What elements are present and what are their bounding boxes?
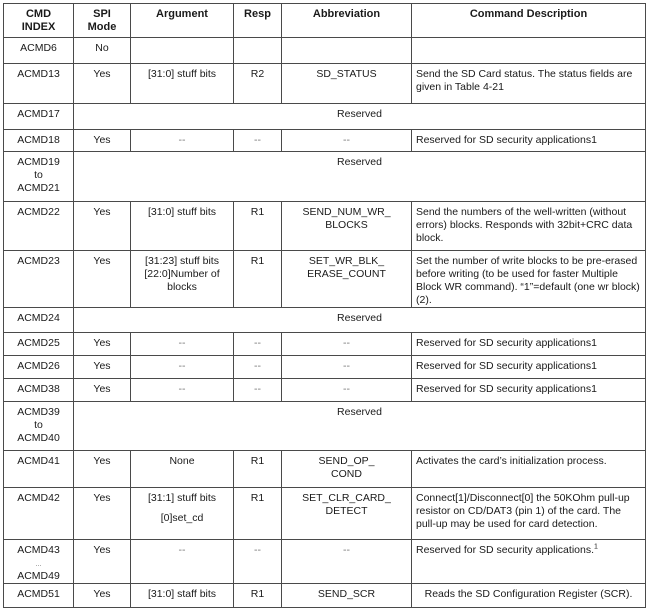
cmd-index: ACMD51 <box>4 584 74 608</box>
table-row <box>4 152 646 202</box>
argument: [31:0] stuff bits <box>131 64 234 104</box>
cmd-index-to: to <box>34 419 43 431</box>
header-abbreviation: Abbreviation <box>282 4 412 38</box>
spi-mode: Yes <box>74 584 131 608</box>
abbreviation: SD_STATUS <box>282 64 412 104</box>
abbreviation <box>282 38 412 64</box>
table-row <box>4 308 646 333</box>
header-argument: Argument <box>131 4 234 38</box>
resp: -- <box>234 130 282 152</box>
spi-mode: Yes <box>74 540 131 584</box>
spi-mode: Yes <box>74 356 131 379</box>
resp: R1 <box>234 584 282 608</box>
abbreviation-line1: SET_WR_BLK_ <box>308 255 385 267</box>
reserved-label: Reserved <box>74 152 646 202</box>
table-row <box>4 451 646 488</box>
table-row <box>4 333 646 356</box>
header-cmd-line1: CMD <box>25 8 52 20</box>
cmd-index-start: ACMD39 <box>17 406 60 418</box>
table-row <box>4 64 646 104</box>
resp: R1 <box>234 488 282 540</box>
spi-mode: Yes <box>74 379 131 402</box>
spi-mode: Yes <box>74 251 131 308</box>
cmd-index: ACMD18 <box>4 130 74 152</box>
description: Reserved for SD security applications1 <box>412 333 646 356</box>
spi-mode: Yes <box>74 202 131 251</box>
argument-line1: [31:23] stuff bits <box>145 255 219 267</box>
argument <box>131 38 234 64</box>
resp <box>234 38 282 64</box>
spi-mode: No <box>74 38 131 64</box>
argument: -- <box>131 356 234 379</box>
reserved-label: Reserved <box>74 308 646 333</box>
reserved-label: Reserved <box>74 104 646 130</box>
cmd-index-to: to <box>34 169 43 181</box>
table-row <box>4 379 646 402</box>
header-command-description: Command Description <box>412 4 646 38</box>
resp: R1 <box>234 451 282 488</box>
description: Send the numbers of the well-written (without errors) blocks. Responds with 32bit+CRC data block. <box>412 202 646 251</box>
resp: -- <box>234 333 282 356</box>
abbreviation <box>282 451 412 488</box>
table-row <box>4 38 646 64</box>
resp: R2 <box>234 64 282 104</box>
argument: [31:0] stuff bits <box>131 202 234 251</box>
description: Set the number of write blocks to be pre-erased before writing (to be used for faster Multiple Block WR command). “1”=default (one wr block)(2). <box>412 251 646 308</box>
table-row <box>4 488 646 540</box>
argument: -- <box>131 130 234 152</box>
argument: None <box>131 451 234 488</box>
cmd-index <box>4 540 74 584</box>
table-row <box>4 584 646 608</box>
argument <box>131 488 234 540</box>
argument: -- <box>131 379 234 402</box>
abbreviation-line2: ERASE_COUNT <box>307 268 386 280</box>
spi-mode: Yes <box>74 333 131 356</box>
table-row <box>4 540 646 584</box>
argument <box>131 251 234 308</box>
argument: -- <box>131 333 234 356</box>
cmd-index: ACMD38 <box>4 379 74 402</box>
abbreviation <box>282 251 412 308</box>
abbreviation-line2: COND <box>331 468 362 480</box>
header-resp: Resp <box>234 4 282 38</box>
resp: -- <box>234 356 282 379</box>
abbreviation: -- <box>282 356 412 379</box>
abbreviation-line1: SEND_OP_ <box>318 455 375 467</box>
description <box>412 540 646 584</box>
description: Activates the card’s initialization process. <box>412 451 646 488</box>
cmd-index-end: ACMD40 <box>17 432 60 444</box>
reserved-label: Reserved <box>74 402 646 451</box>
description: Send the SD Card status. The status fields are given in Table 4-21 <box>412 64 646 104</box>
description: Reserved for SD security applications1 <box>412 356 646 379</box>
resp: -- <box>234 379 282 402</box>
description: Reserved for SD security applications1 <box>412 130 646 152</box>
description-text: Reserved for SD security applications. <box>416 544 594 556</box>
table-row <box>4 402 646 451</box>
table-row <box>4 251 646 308</box>
cmd-index: ACMD24 <box>4 308 74 333</box>
spi-mode: Yes <box>74 64 131 104</box>
cmd-index: ACMD13 <box>4 64 74 104</box>
abbreviation: SEND_NUM_WR_ BLOCKS <box>282 202 412 251</box>
abbreviation: -- <box>282 379 412 402</box>
cmd-index-end: ACMD49 <box>17 570 60 582</box>
resp: -- <box>234 540 282 584</box>
cmd-index: ACMD26 <box>4 356 74 379</box>
table-row <box>4 356 646 379</box>
table-row <box>4 130 646 152</box>
resp: R1 <box>234 251 282 308</box>
spi-mode: Yes <box>74 488 131 540</box>
abbreviation: -- <box>282 333 412 356</box>
cmd-index-start: ACMD19 <box>17 156 60 168</box>
cmd-index-start: ACMD43 <box>17 544 60 556</box>
abbreviation: -- <box>282 540 412 584</box>
header-cmd-index <box>4 4 74 38</box>
abbreviation: SEND_SCR <box>282 584 412 608</box>
header-cmd-line2: INDEX <box>21 21 56 33</box>
abbreviation-line1: SET_CLR_CARD_ <box>302 492 391 504</box>
cmd-index: ACMD17 <box>4 104 74 130</box>
argument-line1: [31:1] stuff bits <box>147 492 217 504</box>
table-header-row <box>4 4 646 38</box>
argument-line2: [22:0]Number of blocks <box>144 268 220 293</box>
spi-mode: Yes <box>74 451 131 488</box>
abbreviation-line2: DETECT <box>325 505 368 517</box>
cmd-index <box>4 152 74 202</box>
argument: [31:0] staff bits <box>131 584 234 608</box>
cmd-index: ACMD23 <box>4 251 74 308</box>
description: Connect[1]/Disconnect[0] the 50KOhm pull-up resistor on CD/DAT3 (pin 1) of the card. The pull-up may be used for card detection. <box>412 488 646 540</box>
cmd-index: ACMD6 <box>4 38 74 64</box>
cmd-index: ACMD25 <box>4 333 74 356</box>
spi-mode: Yes <box>74 130 131 152</box>
header-spi-mode: SPI Mode <box>74 4 131 38</box>
table-row <box>4 104 646 130</box>
argument-line2: [0]set_cd <box>160 512 204 524</box>
description <box>412 38 646 64</box>
argument: -- <box>131 540 234 584</box>
table-row <box>4 202 646 251</box>
description: Reserved for SD security applications1 <box>412 379 646 402</box>
description: Reads the SD Configuration Register (SCR). <box>412 584 646 608</box>
cmd-index: ACMD42 <box>4 488 74 540</box>
acmd-command-table <box>3 3 646 608</box>
footnote-marker: 1 <box>594 543 598 551</box>
cmd-index: ACMD41 <box>4 451 74 488</box>
cmd-index <box>4 402 74 451</box>
resp: R1 <box>234 202 282 251</box>
abbreviation: -- <box>282 130 412 152</box>
cmd-index: ACMD22 <box>4 202 74 251</box>
cmd-index-end: ACMD21 <box>17 182 60 194</box>
abbreviation <box>282 488 412 540</box>
cmd-index-ellipsis: ... <box>35 561 42 568</box>
